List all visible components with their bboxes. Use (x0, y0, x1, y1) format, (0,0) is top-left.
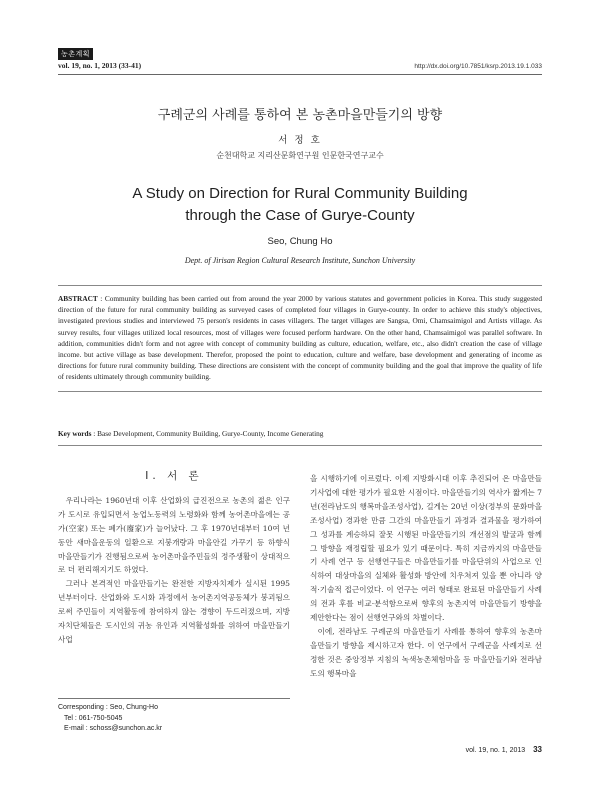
section-heading-introduction: I. 서 론 (145, 470, 203, 482)
korean-affiliation: 순천대학교 지리산문화연구원 인문한국연구교수 (216, 151, 384, 160)
doi-link[interactable]: http://dx.doi.org/10.7851/ksrp.2013.19.1.033 (414, 63, 542, 70)
right-column (310, 472, 542, 681)
english-title (0, 183, 600, 227)
volume-line: vol. 19, no. 1, 2013 (33-41) (58, 61, 142, 70)
keywords-label: Key words (58, 429, 92, 438)
paragraph: 우리나라는 1960년대 이후 산업화의 급진전으로 농촌의 젊은 인구가 도시로 유입되면서 농업노동력의 노령화와 함께 농어촌마을에는 공가(空家) 또는 폐가(廢家)가 늘어났다. 그 후 1970년대부터 10여 년 동안 새마을운동의 일환으로 지붕개량과 마을안길 가꾸기 등 하향식 마을만들기가 진행됨으로써 농어촌마을주민들의 정주생활이 상대적으로 더 편리해지기도 하였다. (58, 495, 290, 575)
header-divider (58, 74, 542, 75)
keywords-block (58, 428, 542, 446)
corresponding-name: Corresponding : Seo, Chung-Ho (58, 704, 159, 711)
english-title-line1: A Study on Direction for Rural Community Building (132, 185, 468, 202)
korean-title: 구례군의 사례를 통하여 본 농촌마을만들기의 방향 (157, 108, 443, 123)
abstract-block (58, 285, 542, 392)
paragraph: 그러나 본격적인 마을만들기는 완전한 지방자치제가 실시된 1995년부터이다. 산업화와 도시화 과정에서 농어촌지역공동체가 붕괴됨으로써 주민들이 지역활동에 참여하지 않는 경향이 두드러졌으며, 지방자치단체들은 도시인의 귀농 유인과 지역활성화를 위하여 마을만들기사업 (58, 579, 290, 644)
corresponding-email[interactable]: E-mail : schoss@sunchon.ac.kr (64, 725, 163, 732)
footer-volume: vol. 19, no. 1, 2013 (465, 747, 526, 754)
page-number: 33 (533, 745, 542, 754)
page-footer (466, 745, 542, 754)
journal-logo: 농촌계획 (58, 48, 93, 60)
corresponding-tel: Tel : 061-750-5045 (64, 714, 123, 722)
english-affiliation: Dept. of Jirisan Region Cultural Research Institute, Sunchon University (184, 256, 416, 265)
keywords-text: : Base Development, Community Building, Gurye-County, Income Generating (93, 429, 324, 438)
paragraph: 이에, 전라남도 구례군의 마을만들기 사례를 통하여 향후의 농촌마을만들기 방향을 제시하고자 한다. 이 연구에서 구례군을 사례지로 선정한 것은 중앙정부 지침의 녹색농촌체험마을 등 마을만들기와 전라남도의 행복마을 (310, 626, 542, 678)
abstract-label: ABSTRACT (58, 294, 98, 303)
corresponding-author-note (58, 698, 290, 735)
abstract-text: : Community building has been carried out from around the year 2000 by various statutes and government policies in Korea. This study suggested direction of the future for rural community building as surveyed cases of completed four villages in Gurye-county. In order to achieve this study's objectives, investigated previous studies and interviewed 75 person's residents in cases villagers. The target villages are Sangsa, Omi, Chamsaimigol and Artists village. As survey results, four villages utilized local resources, most of villages were focused perform hardware. On the other hand, Chamsaimigol was parallel software. In addition, communities didn't form and not agree with concept of community building as culture, education, welfare, etc., also didn't creation the case of village income. but active village as base development. Therefor, proposed the point to education, culture and welfare, base development and generating of income as directions for future rural community building. These directions are consistent with the concept of community building and the goal that improve the quality of life of residents ultimately through community building. (58, 294, 542, 382)
paragraph: 을 시행하기에 이르렀다. 이제 지방화시대 이후 추진되어 온 마을만들기사업에 대한 평가가 필요한 시점이다. 마을만들기의 역사가 짧게는 7년(전라남도의 행복마을조성사업), 길게는 20년 이상(정부의 문화마을조성사업) 경과한 만큼 그간의 마을만들기 과정과 결과물을 평가하여 그 성과를 계승하되 잘못 시행된 마을만들기의 개선점의 발굴과 함께 그 방향을 재정립할 필요가 있기 때문이다. 특히 지금까지의 마을만들기 사례 연구 등 선행연구들은 마을만들기를 마을단위의 사업으로 인식하여 대상마을의 실체와 활성화 방안에 치우쳐져 있을 뿐 아니라 양적·기술적 접근이었다. 이 연구는 여러 형태로 완료된 마을만들기 사례의 전과 후를 비교·분석함으로써 향후의 농촌지역 마을만들기 방향을 제안한다는 점이 선행연구와의 차별이다. (310, 474, 542, 623)
korean-author: 서 정 호 (278, 135, 322, 146)
left-column (58, 470, 290, 647)
english-author: Seo, Chung Ho (267, 236, 333, 247)
english-title-line2: through the Case of Gurye-County (185, 207, 415, 224)
